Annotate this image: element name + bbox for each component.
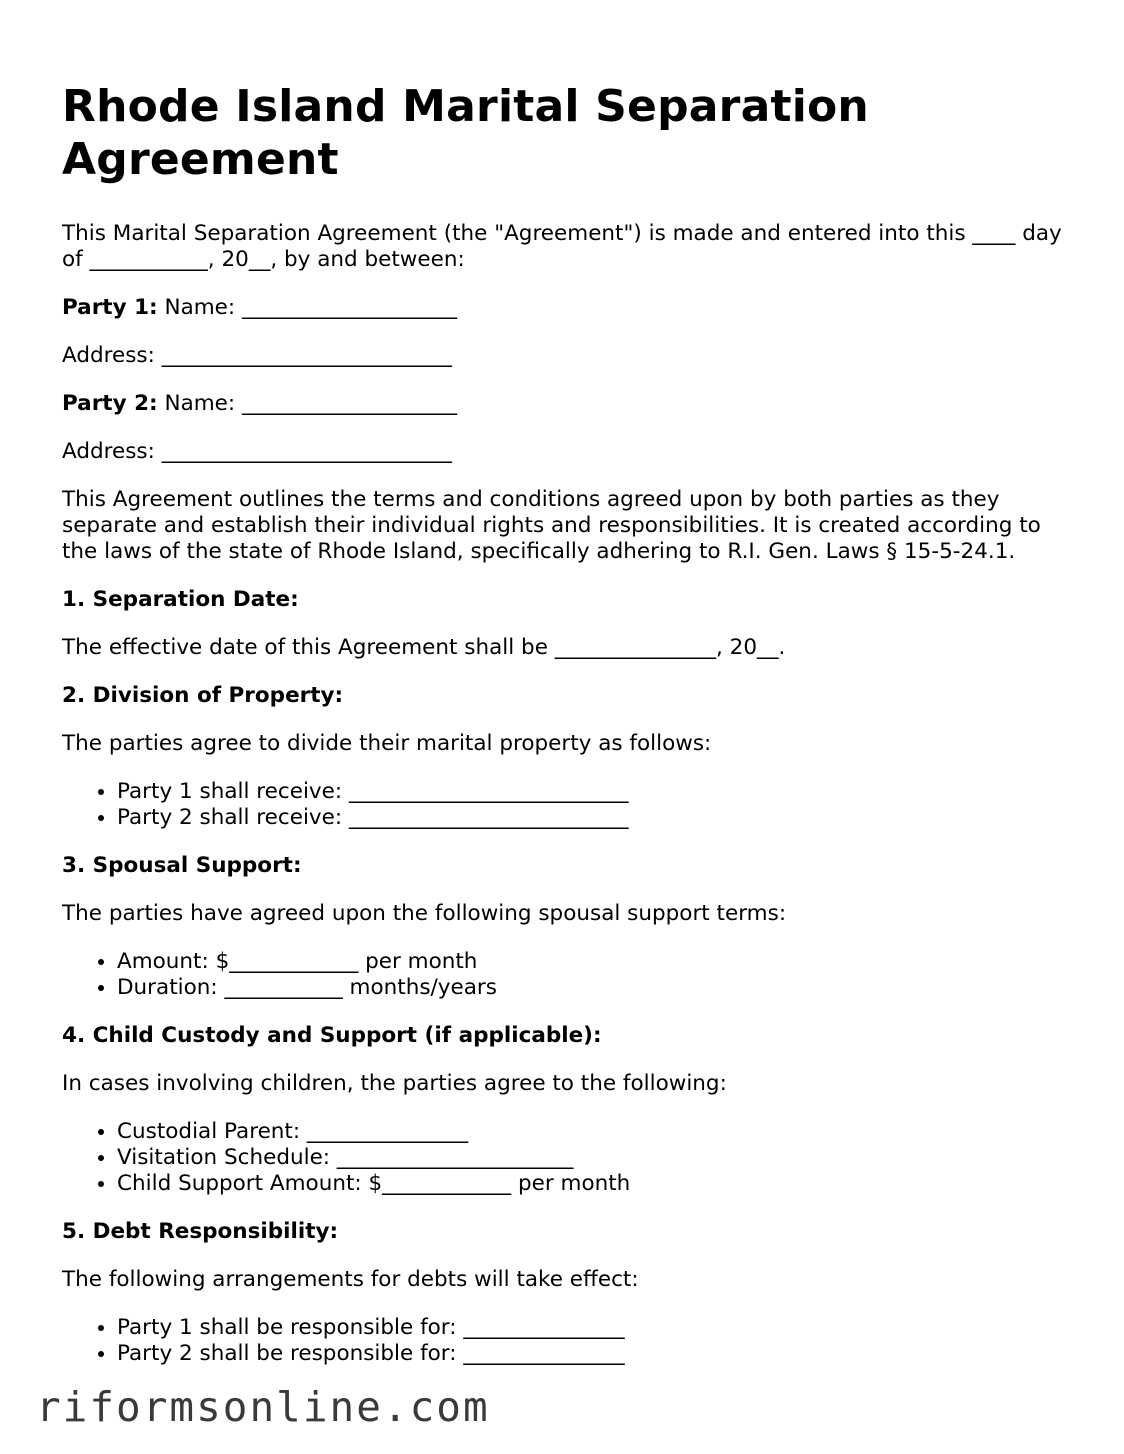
list-item: • Party 1 shall be responsible for: _______________ [117,1315,1072,1341]
party1-name-field: Name: ____________________ [164,295,457,320]
document-page [62,80,1072,1389]
section-5-list [62,1315,1072,1367]
party2-name-field: Name: ____________________ [164,391,457,416]
list-item: • Party 1 shall receive: __________________________ [117,779,1072,805]
section-4-list [62,1119,1072,1197]
list-item: • Custodial Parent: _______________ [117,1119,1072,1145]
party1-label: Party 1: [62,295,158,320]
list-item: • Child Support Amount: $____________ per month [117,1171,1072,1197]
list-item: • Party 2 shall be responsible for: _______________ [117,1341,1072,1367]
section-1-heading: 1. Separation Date: [62,587,299,612]
overview-paragraph: This Agreement outlines the terms and conditions agreed upon by both parties as they separate and establish their individual rights and responsibilities. It is created according to the laws of the state of Rhode Island, specifically adhering to R.I. Gen. Laws § 15-5-24.1. [62,487,1041,564]
section-3-heading: 3. Spousal Support: [62,853,302,878]
section-3-text: The parties have agreed upon the following spousal support terms: [62,901,787,926]
section-2-heading: 2. Division of Property: [62,683,344,708]
section-5-heading: 5. Debt Responsibility: [62,1219,339,1244]
list-item: • Party 2 shall receive: __________________________ [117,805,1072,831]
document-title: Rhode Island Marital Separation Agreement [62,81,869,185]
party1-address-field: Address: ___________________________ [62,343,452,368]
party1-name-line [62,295,1072,321]
section-2-text: The parties agree to divide their marital property as follows: [62,731,712,756]
section-1-text: The effective date of this Agreement shall be _______________, 20__. [62,635,786,660]
party2-name-line [62,391,1072,417]
party2-label: Party 2: [62,391,158,416]
list-item: • Visitation Schedule: ______________________ [117,1145,1072,1171]
list-item: • Amount: $____________ per month [117,949,1072,975]
intro-paragraph: This Marital Separation Agreement (the "Agreement") is made and entered into this ____ day of ___________, 20__, by and between: [62,221,1062,272]
party2-address-field: Address: ___________________________ [62,439,452,464]
section-5-text: The following arrangements for debts will take effect: [62,1267,639,1292]
section-4-text: In cases involving children, the parties agree to the following: [62,1071,727,1096]
list-item: • Duration: ___________ months/years [117,975,1072,1001]
section-3-list [62,949,1072,1001]
site-watermark: riformsonline.com [36,1383,490,1431]
section-4-heading: 4. Child Custody and Support (if applicable): [62,1023,602,1048]
section-2-list [62,779,1072,831]
